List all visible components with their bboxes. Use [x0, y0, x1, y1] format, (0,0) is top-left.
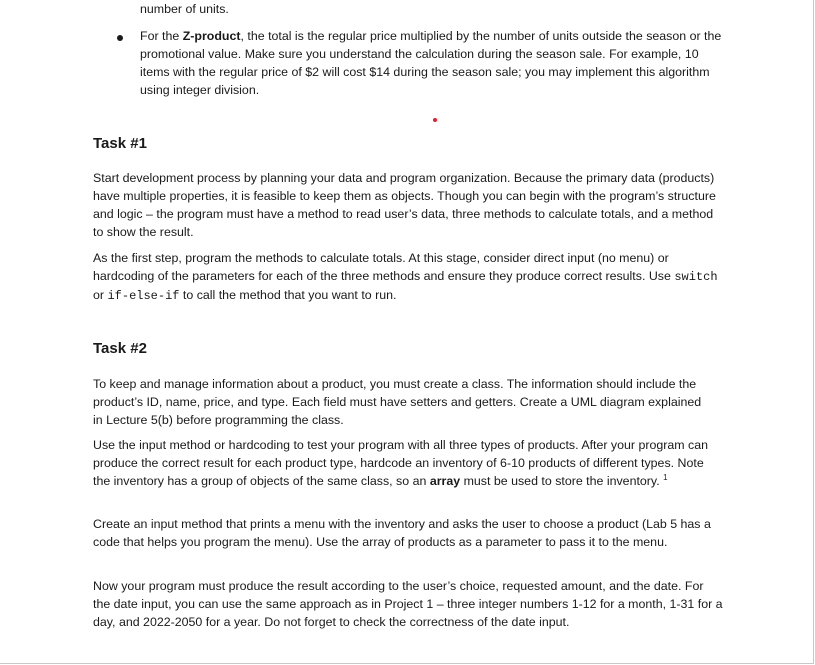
task1-p2-pre: As the first step, program the methods to calculate totals. At this stage, consider direct input (no menu) or hardcoding of the parameters for each of the three methods and ensure they produce correct results. Use [93, 251, 675, 283]
task2-p2-pre: Use the input method or hardcoding to test your program with all three types of products. After your program can produce the correct result for each product type, hardcode an inventory of 6-10 products of different types. Note the inventory has a group of objects of the same class, so an [93, 438, 709, 488]
continuation-line: number of units. [140, 2, 229, 16]
task2-paragraph-2 [93, 437, 723, 491]
task2-p2-post: must be used to store the inventory. [460, 473, 664, 488]
task1-paragraph-2 [93, 250, 723, 306]
task2-paragraph-1: To keep and manage information about a product, you must create a class. The information should include the product’s ID, name, price, and type. Each field must have setters and getters. Create a UML diagram explained in Lecture 5(b) before programming the class. [93, 377, 702, 427]
task2-paragraph-3: Create an input method that prints a menu with the inventory and asks the user to choose a product (Lab 5 has a code that helps you program the menu). Use the array of products as a parameter to pass it to the menu. [93, 517, 711, 549]
task2-paragraph-4: Now your program must produce the result according to the user’s choice, requested amount, and the date. For the date input, you can use the same approach as in Project 1 – three integer numbers 1-12 for a month, 1-31 for a day, and 2022-2050 for a year. Do not forget to check the correctness of the date input. [93, 579, 723, 629]
bullet-text-pre: For the [140, 29, 183, 43]
bullet-bold: Z-product [182, 29, 241, 43]
cursor-dot-icon [433, 118, 437, 122]
task1-heading: Task #1 [93, 135, 147, 152]
task2-heading: Task #2 [93, 340, 147, 357]
footnote-marker: 1 [663, 472, 668, 482]
task1-paragraph-1: Start development process by planning your data and program organization. Because the primary data (products) have multiple properties, it is feasible to keep them as objects. Though you can begin with the program’s structure and logic – the program must have a method to read user’s data, three methods to calculate totals, and a method to show the result. [93, 171, 716, 239]
bullet-text-post: , the total is the regular price multiplied by the number of units outside the season or the promotional value. Make sure you understand the calculation during the season sale. For example, 10 items with the regular price of $2 will cost $14 during the season sale; you may implement this algorithm using integer division. [140, 29, 722, 97]
code-switch: switch [674, 269, 718, 284]
bullet-icon [117, 35, 123, 41]
task1-p2-post: to call the method that you want to run. [179, 287, 397, 302]
task1-p2-mid: or [93, 287, 108, 302]
task2-p2-bold: array [429, 473, 461, 488]
code-if-else-if: if-else-if [107, 288, 180, 303]
bullet-paragraph [140, 28, 730, 100]
